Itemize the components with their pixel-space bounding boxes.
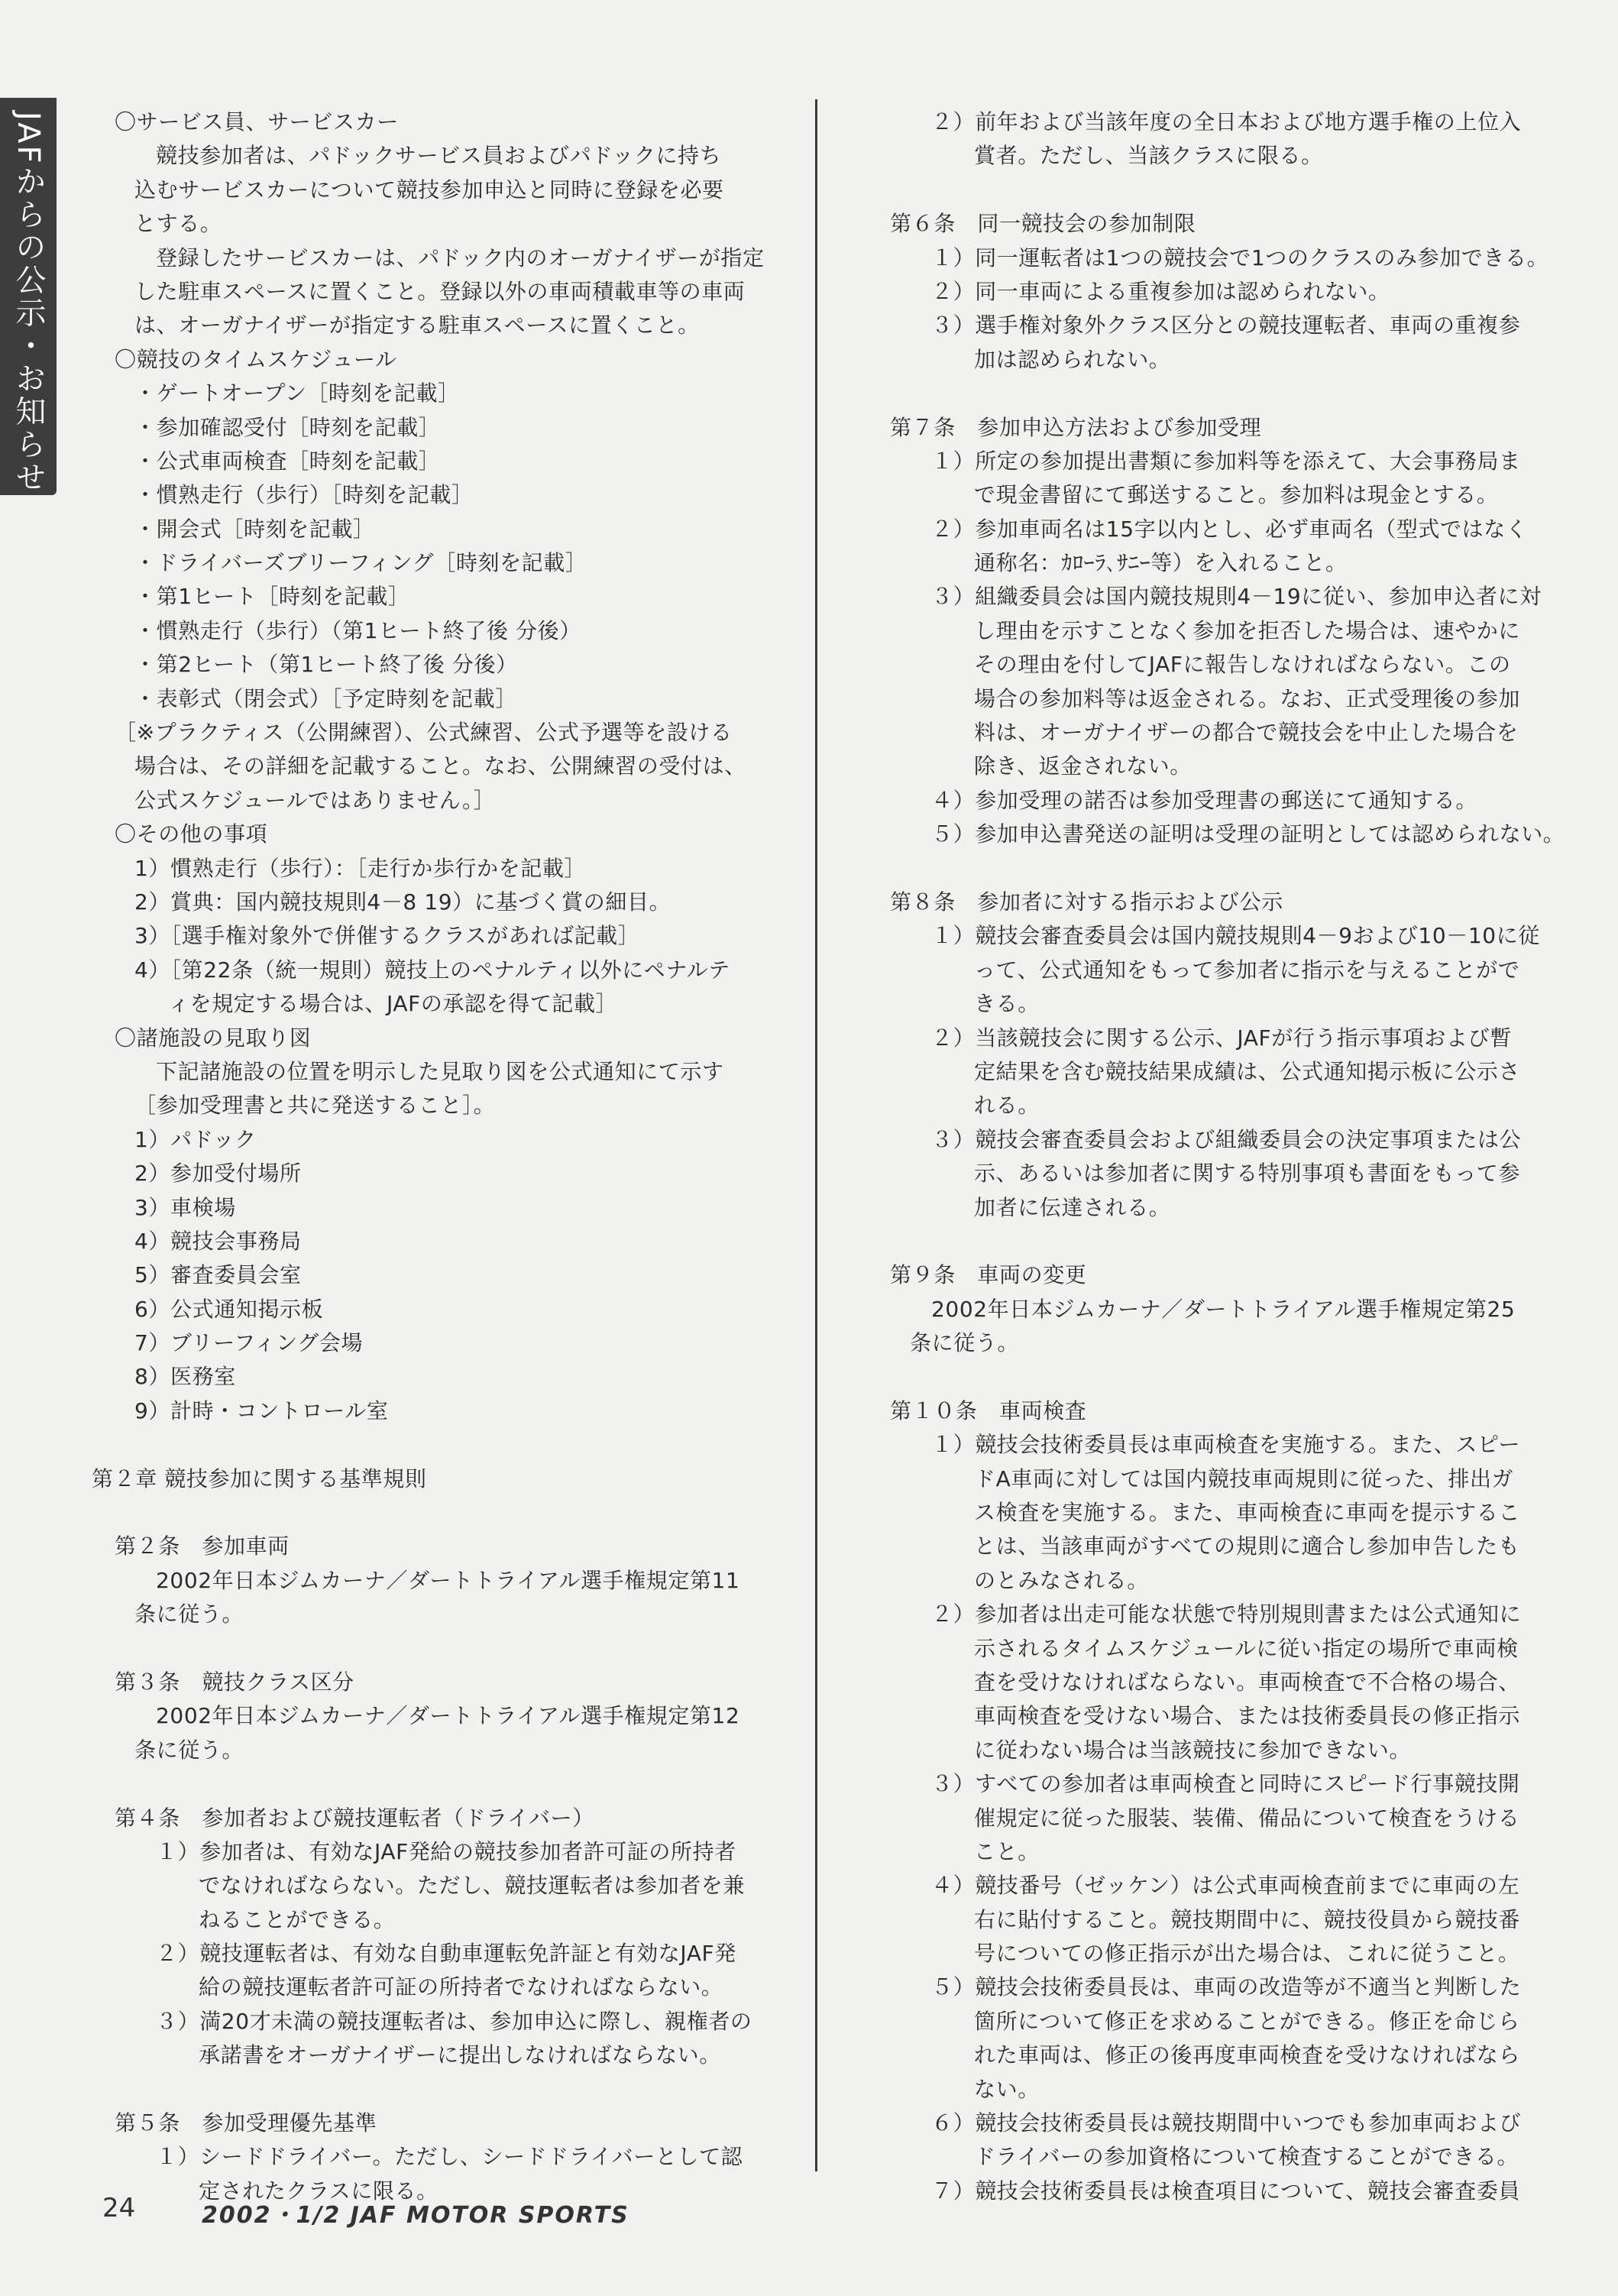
text-line: 加者に伝達される。	[974, 1194, 1171, 1220]
text-line: ・公式車両検査［時刻を記載］	[134, 448, 441, 474]
text-line: ６）競技会技術委員長は競技期間中いつでも参加車両および	[931, 2110, 1522, 2136]
text-line: ・慣熟走行（歩行）［時刻を記載］	[134, 482, 474, 508]
text-line: 1）慣熟走行（歩行）：［走行か歩行かを記載］	[134, 855, 587, 881]
paragraph-gap	[115, 2073, 772, 2107]
text-line: 公式スケジュールではありません。］	[134, 787, 496, 813]
text-line: 6）公式通知掲示板	[134, 1296, 324, 1322]
column-divider	[815, 99, 817, 2171]
page-number: 24	[102, 2193, 136, 2223]
text-line: 第４条 参加者および競技運転者（ドライバー）	[115, 1805, 594, 1831]
text-line: 条に従う。	[134, 1737, 244, 1763]
text-line: ［参加受理書と共に発送すること］。	[134, 1093, 496, 1119]
text-line: １）シードドライバー。ただし、シードドライバーとして認	[156, 2144, 743, 2170]
text-line: 7）ブリーフィング会場	[134, 1330, 364, 1356]
text-line: した駐車スペースに置くこと。登録以外の車両積載車等の車両	[134, 278, 746, 304]
text-line: 3）車検場	[134, 1194, 236, 1220]
text-line: １）参加者は、有効なJAF発給の競技参加者許可証の所持者	[156, 1838, 736, 1864]
text-line: ２）同一車両による重複参加は認められない。	[931, 278, 1390, 304]
text-line: 3）［選手権対象外で併催するクラスがあれば記載］	[134, 923, 640, 949]
text-line: 下記諸施設の位置を明示した見取り図を公式通知にて示す	[156, 1058, 724, 1084]
paragraph-gap	[115, 1496, 772, 1530]
text-line: 催規定に従った服装、装備、備品について検査をうける	[974, 1805, 1520, 1831]
right-column	[890, 105, 1565, 2208]
text-line: 登録したサービスカーは、パドック内のオーガナイザーが指定	[156, 244, 765, 270]
paragraph-gap	[890, 377, 1539, 410]
text-line: ２）当該競技会に関する公示、JAFが行う指示事項および暫	[931, 1025, 1512, 1051]
text-line: とは、当該車両がすべての規則に適合し参加申告したも	[974, 1533, 1520, 1559]
side-tab-label: JAFからの公示・お知らせ	[11, 112, 46, 494]
text-line: 第６条 同一競技会の参加制限	[890, 211, 1196, 237]
text-line: 第２章 競技参加に関する基準規則	[92, 1465, 427, 1491]
text-line: ４）競技番号（ゼッケン）は公式車両検査前までに車両の左	[931, 1873, 1520, 1899]
text-line: ・表彰式（閉会式）［予定時刻を記載］	[134, 685, 517, 711]
text-line: 承諾書をオーガナイザーに提出しなければならない。	[199, 2042, 721, 2068]
text-line: 条に従う。	[910, 1330, 1020, 1356]
paragraph-gap	[890, 173, 1539, 207]
text-line: ［※プラクティス（公開練習）、公式練習、公式予選等を設ける	[115, 720, 733, 746]
text-line: ３）選手権対象外クラス区分との競技運転者、車両の重複参	[931, 313, 1521, 338]
text-line: ５）参加申込書発送の証明は受理の証明としては認められない。	[931, 821, 1565, 847]
text-line: その理由を付してJAFに報告しなければならない。この	[974, 652, 1511, 678]
text-line: ２）前年および当該年度の全日本および地方選手権の上位入	[931, 109, 1522, 134]
text-line: 定結果を含む競技結果成績は、公式通知掲示板に公示さ	[974, 1058, 1521, 1084]
text-line: 給の競技運転者許可証の所持者でなければならない。	[199, 1974, 723, 2000]
publication-title: 2002・1/2 JAF MOTOR SPORTS	[202, 2202, 629, 2229]
text-line: ３）組織委員会は国内競技規則4－19に従い、参加申込者に対	[931, 584, 1542, 610]
text-line: 込むサービスカーについて競技参加申込と同時に登録を必要	[134, 176, 724, 202]
text-line: 右に貼付すること。競技期間中に、競技役員から競技番	[974, 1906, 1521, 1932]
text-line: れた車両は、修正の後再度車両検査を受けなければなら	[974, 2042, 1521, 2068]
text-line: 2）賞典：国内競技規則4－8 19）に基づく賞の細目。	[134, 889, 671, 915]
text-line: 第１０条 車両検査	[890, 1397, 1087, 1423]
text-line: ドA車両に対しては国内競技車両規則に従った、排出ガ	[974, 1465, 1514, 1491]
text-line: に従わない場合は当該競技に参加できない。	[974, 1737, 1412, 1763]
paragraph-gap	[890, 852, 1539, 886]
text-line: 除き、返金されない。	[974, 753, 1192, 779]
text-line: は、オーガナイザーが指定する駐車スペースに置くこと。	[134, 313, 700, 338]
text-line: 第２条 参加車両	[115, 1533, 290, 1559]
paragraph-gap	[890, 1225, 1539, 1258]
text-line: 〇諸施設の見取り図	[115, 1025, 312, 1051]
text-line: 4）競技会事務局	[134, 1228, 302, 1254]
text-line: 第９条 車両の変更	[890, 1262, 1087, 1288]
text-line: 場合は、その詳細を記載すること。なお、公開練習の受付は、	[134, 753, 746, 779]
text-line: 査を受けなければならない。車両検査で不合格の場合、	[974, 1669, 1521, 1695]
text-line: ス検査を実施する。また、車両検査に車両を提示するこ	[974, 1500, 1521, 1526]
text-line: 〇競技のタイムスケジュール	[115, 346, 397, 372]
text-line: １）競技会審査委員会は国内競技規則4－9および10－10に従	[931, 923, 1540, 949]
text-line: でなければならない。ただし、競技運転者は参加者を兼	[199, 1873, 746, 1899]
text-line: ・開会式［時刻を記載］	[134, 516, 375, 542]
text-line: ねることができる。	[199, 1906, 396, 1932]
text-line: 9）計時・コントロール室	[134, 1397, 389, 1423]
text-line: 示、あるいは参加者に関する特別事項も書面をもって参	[974, 1161, 1521, 1187]
text-line: 〇その他の事項	[115, 821, 268, 847]
text-line: ２）参加者は出走可能な状態で特別規則書または公式通知に	[931, 1601, 1522, 1627]
text-line: 〇サービス員、サービスカー	[115, 109, 399, 134]
text-line: ィを規定する場合は、JAFの承認を得て記載］	[168, 991, 618, 1017]
text-line: 2002年日本ジムカーナ／ダートトライアル選手権規定第11	[156, 1567, 740, 1593]
text-line: 2）参加受付場所	[134, 1161, 302, 1187]
text-line: し理由を示すことなく参加を拒否した場合は、速やかに	[974, 617, 1521, 643]
text-line: 第５条 参加受理優先基準	[115, 2110, 377, 2136]
text-line: ない。	[974, 2076, 1040, 2102]
text-line: ３）満20才未満の競技運転者は、参加申込に際し、親権者の	[156, 2008, 752, 2034]
text-line: 通称名：ｶﾛｰﾗ､ｻﾆｰ等）を入れること。	[974, 550, 1348, 576]
text-line: ドライバーの参加資格について検査することができる。	[974, 2144, 1519, 2170]
text-line: 場合の参加料等は返金される。なお、正式受理後の参加	[974, 685, 1521, 711]
text-line: ３）競技会審査委員会および組織委員会の決定事項または公	[931, 1126, 1522, 1152]
paragraph-gap	[115, 1632, 772, 1666]
text-line: 8）医務室	[134, 1364, 236, 1390]
text-line: とする。	[134, 211, 222, 237]
text-line: １）所定の参加提出書類に参加料等を添えて、大会事務局ま	[931, 448, 1521, 474]
text-line: １）同一運転者は1つの競技会で1つのクラスのみ参加できる。	[931, 244, 1549, 270]
text-line: ２）参加車両名は15字以内とし、必ず車両名（型式ではなく	[931, 516, 1528, 542]
paragraph-gap	[115, 1428, 772, 1462]
text-line: ・第2ヒート（第1ヒート終了後 分後）	[134, 652, 518, 678]
text-line: ４）参加受理の諾否は参加受理書の郵送にて通知する。	[931, 787, 1478, 813]
text-line: 示されるタイムスケジュールに従い指定の場所で車両検	[974, 1635, 1519, 1661]
text-line: 2002年日本ジムカーナ／ダートトライアル選手権規定第25	[931, 1296, 1516, 1322]
section-side-tab	[0, 98, 57, 495]
text-line: きる。	[974, 991, 1040, 1017]
text-line: 箇所について修正を求めることができる。修正を命じら	[974, 2008, 1520, 2034]
text-line: 定されたクラスに限る。	[199, 2178, 438, 2204]
text-line: １）競技会技術委員長は車両検査を実施する。また、スピー	[931, 1432, 1521, 1458]
text-line: 条に従う。	[134, 1601, 244, 1627]
text-line: って、公式通知をもって参加者に指示を与えることがで	[974, 957, 1520, 983]
text-line: こと。	[974, 1838, 1040, 1864]
text-line: 料は、オーガナイザーの都合で競技会を中止した場合を	[974, 720, 1519, 746]
text-line: 第７条 参加申込方法および参加受理	[890, 414, 1262, 440]
paragraph-gap	[115, 1767, 772, 1801]
text-line: ２）競技運転者は、有効な自動車運転免許証と有効なJAF発	[156, 1941, 736, 1967]
text-line: 第８条 参加者に対する指示および公示	[890, 889, 1283, 915]
text-line: 競技参加者は、パドックサービス員およびパドックに持ち	[156, 143, 722, 169]
text-line: で現金書留にて郵送すること。参加料は現金とする。	[974, 482, 1499, 508]
text-line: 号についての修正指示が出た場合は、これに従うこと。	[974, 1941, 1520, 1967]
text-line: ・参加確認受付［時刻を記載］	[134, 414, 441, 440]
text-line: 5）審査委員会室	[134, 1262, 302, 1288]
text-line: ３）すべての参加者は車両検査と同時にスピード行事競技開	[931, 1771, 1520, 1797]
text-line: れる。	[974, 1093, 1040, 1119]
text-line: のとみなされる。	[974, 1567, 1149, 1593]
text-line: 2002年日本ジムカーナ／ダートトライアル選手権規定第12	[156, 1703, 740, 1729]
text-line: ・慣熟走行（歩行）（第1ヒート終了後 分後）	[134, 617, 581, 643]
text-line: 車両検査を受けない場合、または技術委員長の修正指示	[974, 1703, 1521, 1729]
text-line: ・ドライバーズブリーフィング［時刻を記載］	[134, 550, 587, 576]
text-line: 4）［第22条（統一規則）競技上のペナルティ以外にペナルテ	[134, 957, 730, 983]
text-line: 賞者。ただし、当該クラスに限る。	[974, 143, 1323, 169]
text-line: ７）競技会技術委員長は検査項目について、競技会審査委員	[931, 2178, 1521, 2204]
text-line: 第３条 競技クラス区分	[115, 1669, 354, 1695]
text-line: ・ゲートオープン［時刻を記載］	[134, 381, 460, 406]
text-line: 加は認められない。	[974, 346, 1171, 372]
text-line: ・第1ヒート［時刻を記載］	[134, 584, 410, 610]
text-line: ５）競技会技術委員長は、車両の改造等が不適当と判断した	[931, 1974, 1522, 2000]
text-line: 1）パドック	[134, 1126, 257, 1152]
paragraph-gap	[890, 1360, 1539, 1394]
